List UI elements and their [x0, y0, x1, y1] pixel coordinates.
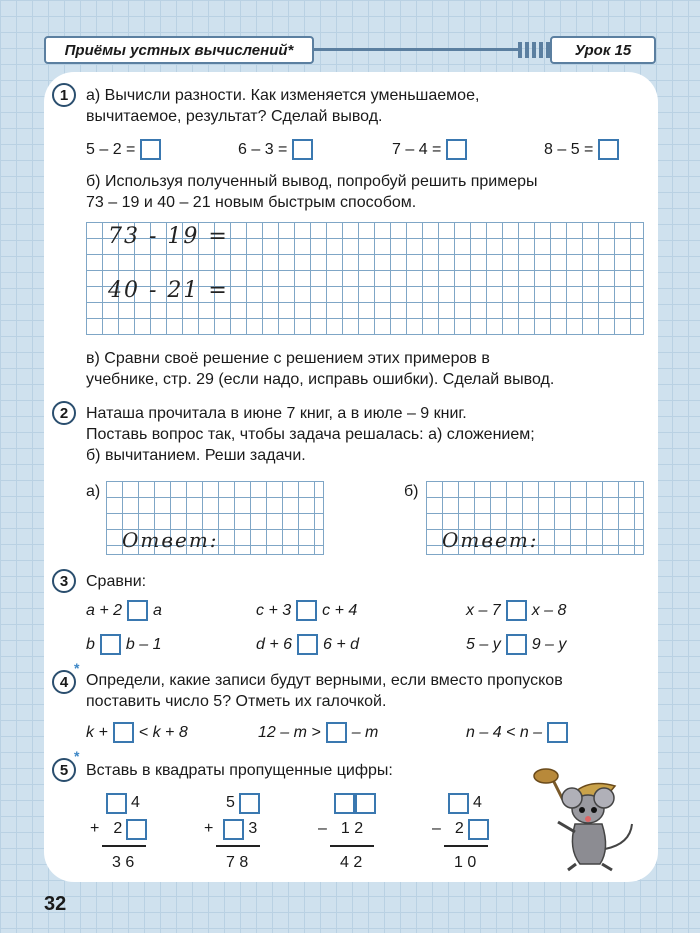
- inequality-2: [258, 722, 378, 743]
- task-1-expr-1: [86, 139, 161, 160]
- result: 7 8: [226, 854, 249, 871]
- task-2b-label: б): [404, 483, 419, 500]
- right-expr: a: [153, 601, 162, 619]
- compare-box[interactable]: [297, 634, 318, 655]
- task-1c-line-1: в) Сравни своё решение с решением этих примеров в: [86, 350, 490, 367]
- task-1a-line-1: а) Вычисли разности. Как изменяется уменьшаемое,: [86, 87, 480, 104]
- operator-sign: –: [432, 820, 441, 837]
- task-4-number: 4: [52, 670, 76, 694]
- compare-box[interactable]: [506, 634, 527, 655]
- handwritten-expr-2: 40 - 21 =: [108, 278, 229, 303]
- lesson-label: Урок 15: [550, 36, 656, 64]
- expr-left: 12 – m >: [258, 723, 321, 741]
- operator-sign: –: [318, 820, 327, 837]
- compare-box[interactable]: [127, 600, 148, 621]
- right-expr: b – 1: [125, 635, 162, 653]
- compare-2: [256, 600, 357, 621]
- task-5-title: Вставь в квадраты пропущенные цифры:: [86, 762, 393, 779]
- compare-box[interactable]: [506, 600, 527, 621]
- task-2-number: 2: [52, 401, 76, 425]
- left-expr: a + 2: [86, 601, 123, 619]
- task-4-line-1: Определи, какие записи будут верными, если вместо пропусков: [86, 672, 563, 689]
- inequality-3: [466, 722, 568, 743]
- digit-box[interactable]: [239, 793, 260, 814]
- task-2-line-1: Наташа прочитала в июне 7 книг, а в июле – 9 книг.: [86, 405, 467, 422]
- task-2a-answer-label: Ответ:: [122, 528, 219, 552]
- compare-box[interactable]: [296, 600, 317, 621]
- task-1b-line-2: 73 – 19 и 40 – 21 новым быстрым способом.: [86, 194, 417, 211]
- expr-text: 6 – 3 =: [238, 140, 288, 158]
- task-1-expr-3: [392, 139, 467, 160]
- expr-text: 5 – 2 =: [86, 140, 136, 158]
- digit-box[interactable]: [126, 819, 147, 840]
- page-title: Приёмы устных вычислений*: [44, 36, 314, 64]
- digit: 4: [473, 794, 482, 811]
- left-expr: b: [86, 635, 95, 653]
- expr-text: 7 – 4 =: [392, 140, 442, 158]
- digit-box[interactable]: [223, 819, 244, 840]
- digit-box[interactable]: [334, 793, 355, 814]
- inequality-1: [86, 722, 188, 743]
- task-5-number: 5: [52, 758, 76, 782]
- task-2b-answer-label: Ответ:: [442, 528, 539, 552]
- operator-sign: +: [90, 820, 100, 837]
- task-1a-line-2: вычитаемое, результат? Сделай вывод.: [86, 108, 383, 125]
- left-expr: x – 7: [466, 601, 501, 619]
- compare-1: [86, 600, 162, 621]
- task-4-line-2: поставить число 5? Отметь их галочкой.: [86, 693, 387, 710]
- check-box[interactable]: [113, 722, 134, 743]
- right-expr: 9 – y: [531, 635, 567, 653]
- operator-sign: +: [204, 820, 214, 837]
- answer-box[interactable]: [292, 139, 313, 160]
- digit-box[interactable]: [355, 793, 376, 814]
- compare-3: [466, 600, 566, 621]
- digit-box[interactable]: [448, 793, 469, 814]
- right-expr: c + 4: [322, 601, 358, 619]
- column-sub-2: [432, 790, 492, 876]
- task-4-star: *: [74, 660, 80, 676]
- compare-box[interactable]: [100, 634, 121, 655]
- result: 4 2: [340, 854, 363, 871]
- compare-4: [86, 634, 162, 655]
- column-sub-1: [318, 790, 378, 876]
- digit: 2: [113, 820, 123, 837]
- task-3-number: 3: [52, 569, 76, 593]
- answer-box[interactable]: [598, 139, 619, 160]
- expr-left: n – 4 < n –: [466, 723, 543, 741]
- right-expr: 6 + d: [323, 635, 360, 653]
- digit: 4: [131, 794, 140, 811]
- check-box[interactable]: [547, 722, 568, 743]
- sum-line: [216, 845, 260, 847]
- digit: 5: [226, 794, 235, 811]
- digit: 3: [248, 820, 258, 837]
- left-expr: c + 3: [256, 601, 292, 619]
- compare-5: [256, 634, 359, 655]
- expr-right: – m: [351, 723, 379, 741]
- expr-left: k +: [86, 723, 108, 741]
- task-5-star: *: [74, 748, 80, 764]
- sum-line: [102, 845, 146, 847]
- header-divider: [312, 48, 522, 51]
- check-box[interactable]: [326, 722, 347, 743]
- task-1b-line-1: б) Используя полученный вывод, попробуй решить примеры: [86, 173, 538, 190]
- column-add-1: [90, 790, 150, 876]
- expr-right: < k + 8: [138, 723, 188, 741]
- digits: 1 2: [340, 820, 364, 837]
- digit: 2: [454, 820, 464, 837]
- task-2a-label: а): [86, 483, 101, 500]
- handwritten-expr-1: 73 - 19 =: [108, 224, 229, 249]
- answer-box[interactable]: [140, 139, 161, 160]
- left-expr: 5 – y: [466, 635, 501, 653]
- task-1-expr-2: [238, 139, 313, 160]
- digit-box[interactable]: [468, 819, 489, 840]
- difference-line: [330, 845, 374, 847]
- task-1-expr-4: [544, 139, 619, 160]
- page-number: 32: [44, 893, 67, 915]
- left-expr: d + 6: [256, 635, 293, 653]
- difference-line: [444, 845, 488, 847]
- compare-6: [466, 634, 566, 655]
- expr-text: 8 – 5 =: [544, 140, 594, 158]
- task-2-line-3: б) вычитанием. Реши задачи.: [86, 447, 306, 464]
- column-add-2: [204, 790, 264, 876]
- answer-box[interactable]: [446, 139, 467, 160]
- right-expr: x – 8: [531, 601, 567, 619]
- task-2-line-2: Поставь вопрос так, чтобы задача решалась: а) сложением;: [86, 426, 535, 443]
- task-1c-line-2: учебнике, стр. 29 (если надо, исправь ошибки). Сделай вывод.: [86, 371, 555, 388]
- task-1-number: 1: [52, 83, 76, 107]
- result: 1 0: [454, 854, 477, 871]
- result: 3 6: [112, 854, 135, 871]
- task-3-title: Сравни:: [86, 573, 147, 590]
- mouse-illustration: [520, 764, 640, 874]
- digit-box[interactable]: [106, 793, 127, 814]
